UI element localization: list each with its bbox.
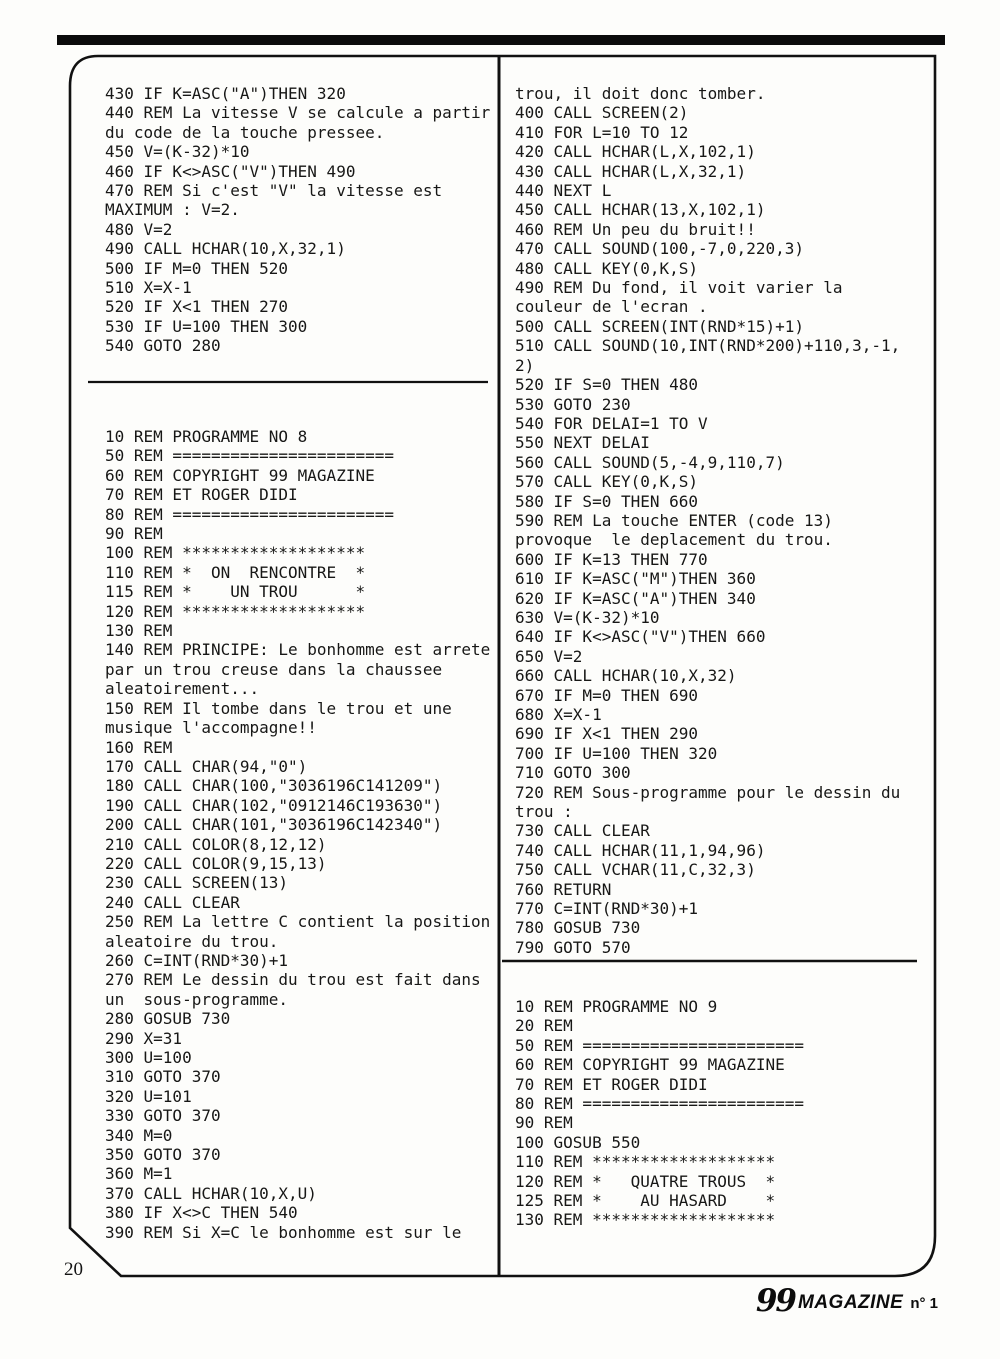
page-number: 20 <box>64 1259 83 1280</box>
code-line: 2) <box>515 355 535 375</box>
code-line: 490 REM Du fond, il voit varier la <box>515 278 843 298</box>
code-line: 170 CALL CHAR(94,"0") <box>105 756 308 776</box>
code-line: 480 V=2 <box>105 219 173 239</box>
code-line: 650 V=2 <box>515 646 583 666</box>
code-line: 500 CALL SCREEN(INT(RND*15)+1) <box>515 316 804 336</box>
code-line: 550 NEXT DELAI <box>515 433 650 453</box>
code-line: 500 IF M=0 THEN 520 <box>105 258 289 278</box>
code-line: 210 CALL COLOR(8,12,12) <box>105 834 327 854</box>
code-line: 250 REM La lettre C contient la position <box>105 912 491 932</box>
code-line: du code de la touche pressee. <box>105 122 385 142</box>
code-line: 20 REM <box>515 1016 573 1036</box>
code-line: trou, il doit donc tomber. <box>515 84 766 103</box>
code-line: 570 CALL KEY(0,K,S) <box>515 472 699 492</box>
logo-magazine-text: MAGAZINE <box>798 1292 904 1313</box>
code-line: 150 REM Il tombe dans le trou et une <box>105 698 452 718</box>
code-line: 420 CALL HCHAR(L,X,102,1) <box>515 142 756 162</box>
code-line: 200 CALL CHAR(101,"3036196C142340") <box>105 815 443 835</box>
code-line: 220 CALL COLOR(9,15,13) <box>105 853 327 873</box>
logo-issue-number: n° 1 <box>910 1295 938 1312</box>
code-line: 720 REM Sous-programme pour le dessin du <box>515 782 901 802</box>
code-line: 530 GOTO 230 <box>515 394 631 414</box>
code-line: 660 CALL HCHAR(10,X,32) <box>515 666 737 686</box>
code-line: 60 REM COPYRIGHT 99 MAGAZINE <box>515 1055 785 1075</box>
code-line: 490 CALL HCHAR(10,X,32,1) <box>105 239 346 259</box>
code-line: 580 IF S=0 THEN 660 <box>515 491 699 511</box>
code-line: 610 IF K=ASC("M")THEN 360 <box>515 569 756 589</box>
code-line: aleatoire du trou. <box>105 931 279 951</box>
code-line: 50 REM ======================= <box>105 446 394 466</box>
code-line: 440 REM La vitesse V se calcule a partir <box>105 103 491 123</box>
code-line: 390 REM Si X=C le bonhomme est sur le <box>105 1222 462 1242</box>
code-line: 440 NEXT L <box>515 181 612 201</box>
code-line: 60 REM COPYRIGHT 99 MAGAZINE <box>105 465 375 485</box>
code-listing-program8-start <box>105 427 497 1242</box>
code-listing-program8-end <box>105 84 497 356</box>
code-line: 620 IF K=ASC("A")THEN 340 <box>515 588 756 608</box>
code-line: 460 IF K<>ASC("V")THEN 490 <box>105 161 356 181</box>
code-line: 110 REM * ON RENCONTRE * <box>105 562 366 582</box>
code-listing-program9-start <box>515 997 935 1230</box>
code-line: 90 REM <box>515 1113 573 1133</box>
code-line: 80 REM ======================= <box>515 1094 804 1114</box>
code-line: 700 IF U=100 THEN 320 <box>515 743 718 763</box>
code-line: aleatoirement... <box>105 679 260 699</box>
code-line: musique l'accompagne!! <box>105 718 317 738</box>
code-line: 690 IF X<1 THEN 290 <box>515 724 699 744</box>
code-line: 100 GOSUB 550 <box>515 1132 641 1152</box>
code-line: trou : <box>515 802 573 822</box>
code-line: 140 REM PRINCIPE: Le bonhomme est arrete <box>105 640 491 660</box>
code-line: 790 GOTO 570 <box>515 937 631 957</box>
code-line: 370 CALL HCHAR(10,X,U) <box>105 1183 317 1203</box>
code-line: 100 REM ******************* <box>105 543 366 563</box>
code-line: 560 CALL SOUND(5,-4,9,110,7) <box>515 452 785 472</box>
code-line: 640 IF K<>ASC("V")THEN 660 <box>515 627 766 647</box>
code-line: 410 FOR L=10 TO 12 <box>515 122 689 142</box>
code-line: 90 REM <box>105 524 163 544</box>
code-line: 160 REM <box>105 737 173 757</box>
code-line: 460 REM Un peu du bruit!! <box>515 219 756 239</box>
code-line: 710 GOTO 300 <box>515 763 631 783</box>
code-listing-program8-continued <box>515 84 935 957</box>
code-line: 350 GOTO 370 <box>105 1145 221 1165</box>
code-line: 470 CALL SOUND(100,-7,0,220,3) <box>515 239 804 259</box>
code-line: 125 REM * AU HASARD * <box>515 1191 776 1211</box>
code-line: 480 CALL KEY(0,K,S) <box>515 258 699 278</box>
code-line: 770 C=INT(RND*30)+1 <box>515 899 699 919</box>
code-line: 290 X=31 <box>105 1028 183 1048</box>
code-line: 780 GOSUB 730 <box>515 918 641 938</box>
code-line: 50 REM ======================= <box>515 1035 804 1055</box>
code-line: 670 IF M=0 THEN 690 <box>515 685 699 705</box>
code-line: 300 U=100 <box>105 1048 192 1067</box>
footer-logo <box>538 1283 938 1319</box>
code-line: 590 REM La touche ENTER (code 13) <box>515 510 833 530</box>
code-line: par un trou creuse dans la chaussee <box>105 659 443 679</box>
code-line: 10 REM PROGRAMME NO 8 <box>105 427 308 446</box>
code-line: 430 IF K=ASC("A")THEN 320 <box>105 84 346 103</box>
code-line: 760 RETURN <box>515 879 612 899</box>
code-line: 740 CALL HCHAR(11,1,94,96) <box>515 840 766 860</box>
code-line: 240 CALL CLEAR <box>105 892 240 912</box>
code-line: 115 REM * UN TROU * <box>105 582 366 602</box>
code-line: 230 CALL SCREEN(13) <box>105 873 289 893</box>
code-line: 520 IF S=0 THEN 480 <box>515 375 699 395</box>
code-line: 340 M=0 <box>105 1125 173 1145</box>
code-line: 400 CALL SCREEN(2) <box>515 103 689 123</box>
code-line: 310 GOTO 370 <box>105 1067 221 1087</box>
code-line: 80 REM ======================= <box>105 504 394 524</box>
code-line: 260 C=INT(RND*30)+1 <box>105 950 289 970</box>
code-line: 380 IF X<>C THEN 540 <box>105 1203 298 1223</box>
code-line: un sous-programme. <box>105 989 289 1009</box>
logo-99-glyphs: 99 <box>755 1283 795 1319</box>
code-line: 320 U=101 <box>105 1086 192 1106</box>
code-line: 510 CALL SOUND(10,INT(RND*200)+110,3,-1, <box>515 336 901 356</box>
code-line: 510 X=X-1 <box>105 278 192 298</box>
code-line: 190 CALL CHAR(102,"0912146C193630") <box>105 795 443 815</box>
code-line: provoque le deplacement du trou. <box>515 530 833 550</box>
code-line: 280 GOSUB 730 <box>105 1009 231 1029</box>
code-line: 120 REM * QUATRE TROUS * <box>515 1171 776 1191</box>
code-line: 120 REM ******************* <box>105 601 366 621</box>
code-line: 450 V=(K-32)*10 <box>105 142 250 162</box>
code-line: 470 REM Si c'est "V" la vitesse est <box>105 181 443 201</box>
code-line: 330 GOTO 370 <box>105 1106 221 1126</box>
code-line: couleur de l'ecran . <box>515 297 708 317</box>
code-line: 70 REM ET ROGER DIDI <box>105 485 298 505</box>
code-line: 130 REM <box>105 621 173 641</box>
code-line: 600 IF K=13 THEN 770 <box>515 549 708 569</box>
code-line: 450 CALL HCHAR(13,X,102,1) <box>515 200 766 220</box>
code-line: 70 REM ET ROGER DIDI <box>515 1074 708 1094</box>
code-line: 530 IF U=100 THEN 300 <box>105 316 308 336</box>
code-line: 540 GOTO 280 <box>105 336 221 356</box>
code-line: 730 CALL CLEAR <box>515 821 650 841</box>
code-line: MAXIMUM : V=2. <box>105 200 240 220</box>
code-line: 630 V=(K-32)*10 <box>515 607 660 627</box>
code-line: 680 X=X-1 <box>515 705 602 724</box>
code-line: 540 FOR DELAI=1 TO V <box>515 413 708 433</box>
code-line: 270 REM Le dessin du trou est fait dans <box>105 970 481 990</box>
code-line: 180 CALL CHAR(100,"3036196C141209") <box>105 776 443 796</box>
code-line: 520 IF X<1 THEN 270 <box>105 297 289 317</box>
code-line: 750 CALL VCHAR(11,C,32,3) <box>515 860 756 880</box>
code-line: 130 REM ******************* <box>515 1210 776 1230</box>
code-line: 110 REM ******************* <box>515 1152 776 1172</box>
code-line: 360 M=1 <box>105 1164 173 1184</box>
code-line: 10 REM PROGRAMME NO 9 <box>515 997 718 1016</box>
code-line: 430 CALL HCHAR(L,X,32,1) <box>515 161 747 181</box>
